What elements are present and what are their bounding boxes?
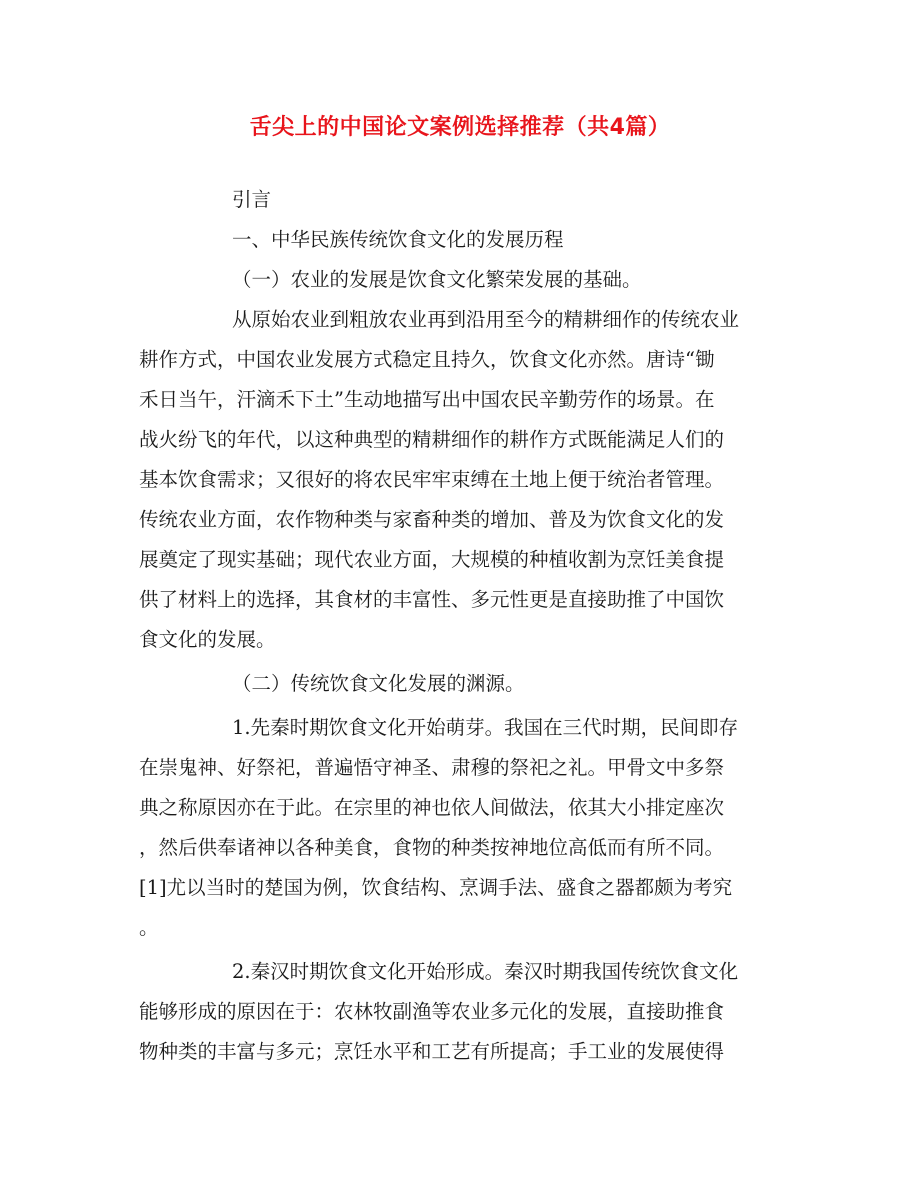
paragraph-line: 在崇鬼神、好祭祀，普遍悟守神圣、肃穆的祭祀之礼。甲骨文中多祭 — [139, 756, 725, 779]
paragraph-line: 食文化的发展。 — [139, 628, 276, 651]
paragraph-line: 。 — [139, 916, 159, 939]
subsection-heading-1-1: （一）农业的发展是饮食文化繁荣发展的基础。 — [232, 268, 642, 291]
paragraph-line: 供了材料上的选择，其食材的丰富性、多元性更是直接助推了中国饮 — [139, 588, 725, 611]
paragraph-line: 2.秦汉时期饮食文化开始形成。秦汉时期我国传统饮食文化 — [232, 960, 739, 983]
section-heading-1: 一、中华民族传统饮食文化的发展历程 — [232, 228, 564, 251]
paragraph-line: ，然后供奉诸神以各种美食，食物的种类按神地位高低而有所不同。 — [139, 836, 725, 859]
paragraph-line: 战火纷飞的年代，以这种典型的精耕细作的耕作方式既能满足人们的 — [139, 428, 725, 451]
paragraph-line: 1.先秦时期饮食文化开始萌芽。我国在三代时期，民间即存 — [232, 716, 739, 739]
paragraph-line: 能够形成的原因在于：农林牧副渔等农业多元化的发展，直接助推食 — [139, 1000, 725, 1023]
paragraph-line: 耕作方式，中国农业发展方式稳定且持久，饮食文化亦然。唐诗“锄 — [139, 348, 715, 371]
paragraph-line: 基本饮食需求；又很好的将农民牢牢束缚在土地上便于统治者管理。 — [139, 468, 725, 491]
paragraph-line: 典之称原因亦在于此。在宗里的神也依人间做法，依其大小排定座次 — [139, 796, 725, 819]
paragraph-line: 禾日当午，汗滴禾下土”生动地描写出中国农民辛勤劳作的场景。在 — [139, 388, 715, 411]
document-title: 舌尖上的中国论文案例选择推荐（共4篇） — [249, 115, 671, 140]
subsection-heading-1-2: （二）传统饮食文化发展的渊源。 — [232, 672, 525, 695]
section-heading-intro: 引言 — [232, 188, 272, 211]
paragraph-line: 展奠定了现实基础；现代农业方面，大规模的种植收割为烹饪美食提 — [139, 548, 725, 571]
paragraph-line: 传统农业方面，农作物种类与家畜种类的增加、普及为饮食文化的发 — [139, 508, 725, 531]
document-body — [139, 180, 779, 1072]
paragraph-line: [1]尤以当时的楚国为例，饮食结构、烹调手法、盛食之器都颇为考究 — [139, 876, 733, 899]
paragraph-line: 物种类的丰富与多元；烹饪水平和工艺有所提高；手工业的发展使得 — [139, 1040, 725, 1063]
paragraph-line: 从原始农业到粗放农业再到沿用至今的精耕细作的传统农业 — [232, 308, 740, 331]
